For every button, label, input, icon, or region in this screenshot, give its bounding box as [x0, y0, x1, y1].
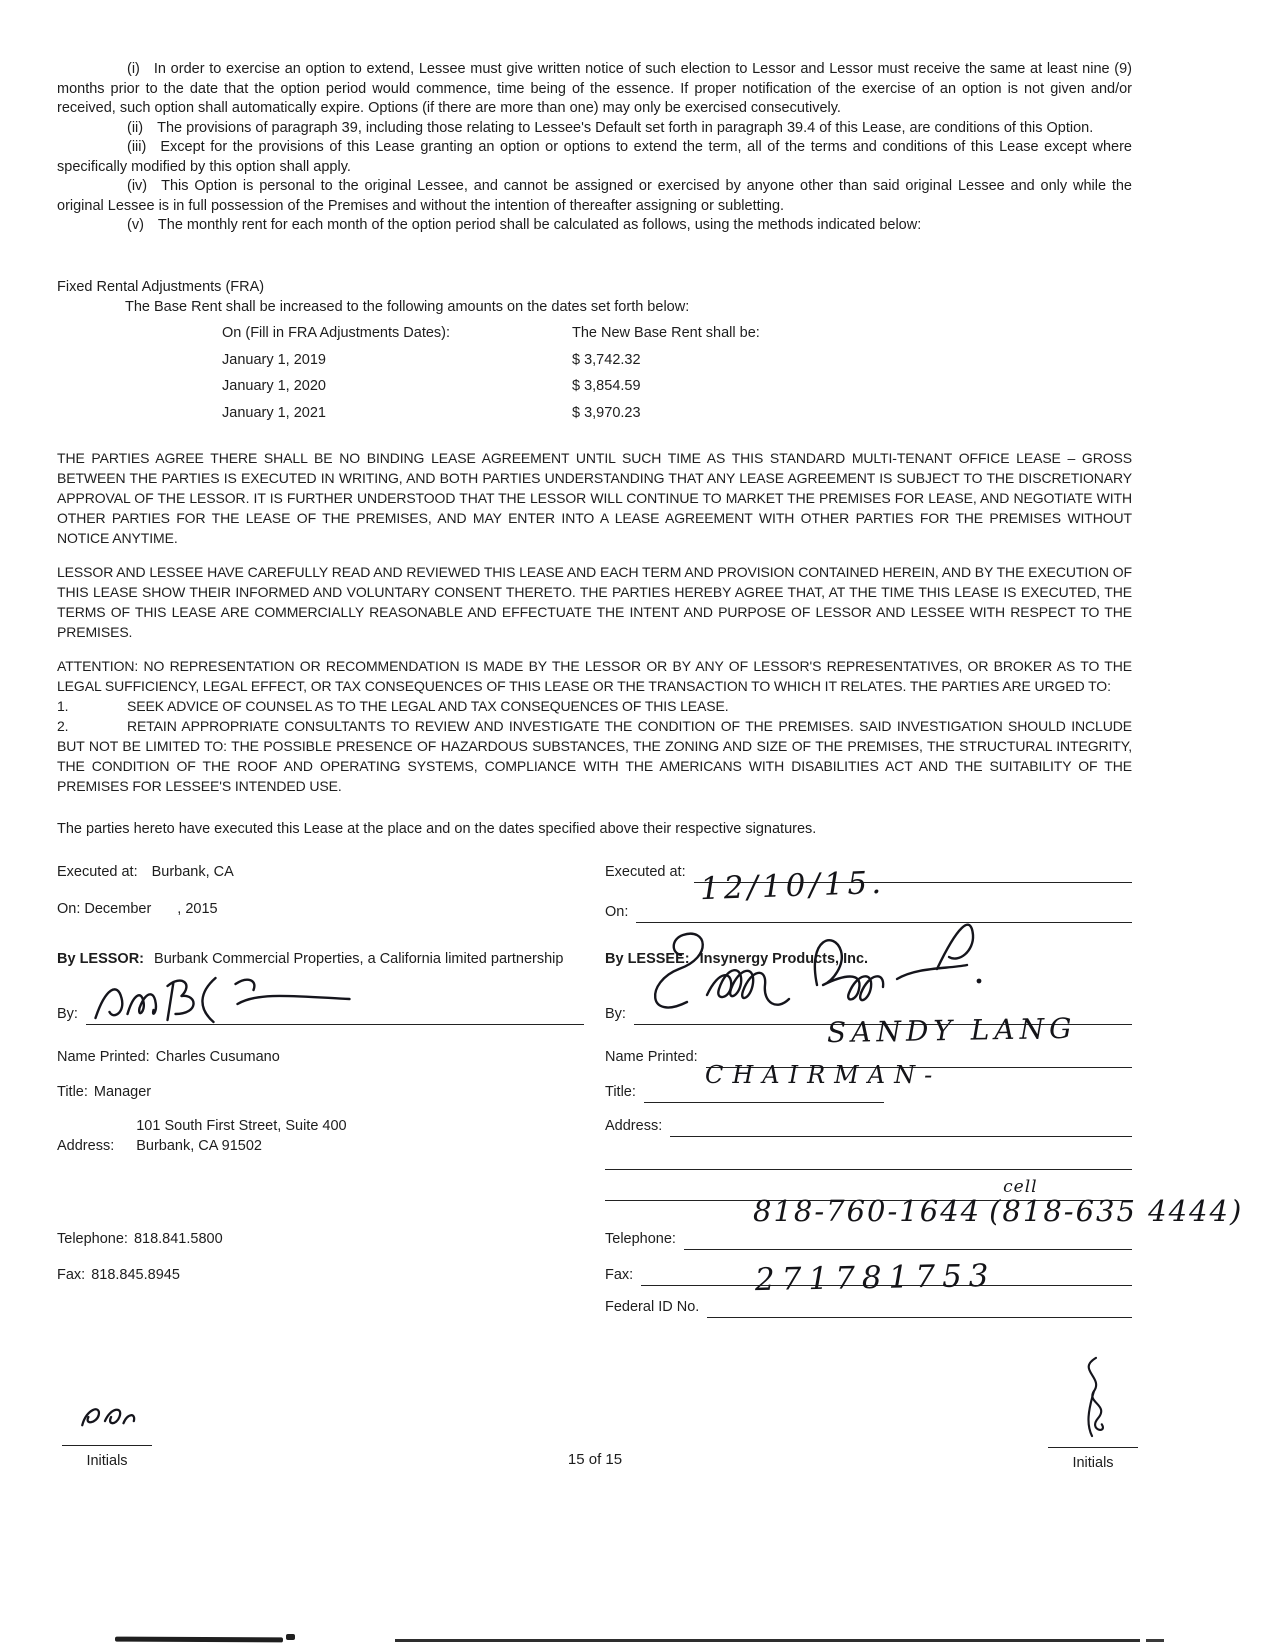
urged-item-1 [57, 696, 1132, 716]
paragraph-number: (v) [127, 217, 144, 233]
telephone-main-number: 818-760-1644 [753, 1194, 982, 1228]
address-line-1: 101 South First Street, Suite 400 [136, 1118, 347, 1134]
lessee-initials-mark [1057, 1352, 1129, 1438]
lessor-initials-mark [74, 1398, 140, 1436]
lessee-initials-block [1048, 1352, 1138, 1473]
closing-statement: The parties hereto have executed this Lease at the place and on the dates specified above their respective signatures. [57, 821, 817, 837]
telephone-cell-note: cell [1003, 1177, 1038, 1197]
lessee-entity-name: Insynergy Products, Inc. [699, 951, 869, 967]
initials-label: Initials [1072, 1454, 1114, 1471]
paragraph-text: The provisions of paragraph 39, including those relating to Lessee's Default set forth in paragraph 39.4 of this Lease, are conditions of this Option. [157, 119, 1094, 136]
fra-table [222, 324, 1132, 423]
notice-no-binding-agreement: THE PARTIES AGREE THERE SHALL BE NO BINDING LEASE AGREEMENT UNTIL SUCH TIME AS THIS STANDARD MULTI-TENANT OFFICE LEASE – GROSS BETWEEN THE PARTIES IS EXECUTED IN WRITING, AND BOTH PARTIES UNDERSTANDING THAT ANY LEASE AGREEMENT IS SUBJECT TO THE DISCRETIONARY APPROVAL OF THE LESSOR. IT IS FURTHER UNDERSTOOD THAT THE LESSOR WILL CONTINUE TO MARKET THE PREMISES FOR LEASE, AND NEGOTIATE WITH OTHER PARTIES FOR THE LEASE OF THE PREMISES, AND MAY ENTER INTO A LEASE AGREEMENT WITH OTHER PARTIES FOR THE PREMISES WITHOUT NOTICE ANYTIME. [57, 450, 1132, 546]
executed-at-value: Burbank, CA [151, 864, 234, 880]
lessor-entity-row [57, 950, 584, 970]
executed-at-label: Executed at: [57, 864, 138, 880]
lessor-telephone-row [57, 1230, 584, 1250]
notice-informed-consent: LESSOR AND LESSEE HAVE CAREFULLY READ AND REVIEWED THIS LEASE AND EACH TERM AND PROVISION CONTAINED HEREIN, AND BY THE EXECUTION OF THIS LEASE SHOW THEIR INFORMED AND VOLUNTARY CONSENT THERETO. THE PARTIES HEREBY AGREE THAT, AT THE TIME THIS LEASE IS EXECUTED, THE TERMS OF THIS LEASE ARE COMMERCIALLY REASONABLE AND EFFECTUATE THE INTENT AND PURPOSE OF LESSOR AND LESSEE WITH RESPECT TO THE PREMISES. [57, 564, 1132, 640]
fra-rent: $ 3,742.32 [572, 351, 641, 368]
lessee-telephone-row [605, 1230, 1132, 1250]
name-printed-label: Name Printed: [605, 1049, 698, 1065]
federal-id-label: Federal ID No. [605, 1299, 700, 1315]
lessor-fax-row [57, 1266, 584, 1286]
lessor-title-row [57, 1083, 584, 1103]
scan-artifact [286, 1634, 295, 1640]
telephone-line [684, 1232, 1132, 1250]
fra-rent-column-header: The New Base Rent shall be: [572, 325, 760, 341]
paragraph-number: (iv) [127, 178, 148, 194]
lessee-address-row [605, 1117, 1132, 1137]
fra-rent: $ 3,970.23 [572, 404, 641, 421]
title-value: Manager [93, 1084, 152, 1100]
lessor-address [136, 1117, 346, 1156]
title-label: Title: [605, 1084, 636, 1100]
fra-date-column-header: On (Fill in FRA Adjustments Dates): [222, 325, 451, 341]
paragraph-option-i [57, 60, 1132, 119]
item-number: 1. [57, 698, 69, 714]
telephone-label: Telephone: [57, 1231, 128, 1247]
fax-label: Fax: [605, 1267, 634, 1283]
lessor-executed-at-row [57, 863, 584, 883]
address-line-2: Burbank, CA 91502 [136, 1137, 262, 1154]
fra-row [222, 404, 1132, 424]
page-number: 15 of 15 [567, 1451, 623, 1468]
lessor-entity-name: Burbank Commercial Properties, a California limited partnership [154, 951, 564, 967]
item-text: SEEK ADVICE OF COUNSEL AS TO THE LEGAL AND TAX CONSEQUENCES OF THIS LEASE. [127, 698, 729, 714]
fra-row [222, 351, 1132, 371]
address-label: Address: [57, 1137, 115, 1154]
paragraph-number: (ii) [127, 119, 144, 136]
telephone-label: Telephone: [605, 1231, 676, 1247]
name-printed-label: Name Printed: [57, 1049, 150, 1065]
fra-rent: $ 3,854.59 [572, 378, 641, 394]
lessee-signature-block [605, 855, 1244, 1325]
date-label: On: [605, 904, 629, 920]
item-text: RETAIN APPROPRIATE CONSULTANTS TO REVIEW AND INVESTIGATE THE CONDITION OF THE PREMISES. SAID INVESTIGATION SHOULD INCLUDE BUT NOT BE LIMITED TO: THE POSSIBLE PRESENCE OF HAZARDOUS SUBSTANCES, THE ZONING AND SIZE OF THE PREMISES, THE STRUCTURAL INTEGRITY, THE CONDITION OF THE ROOF AND OPERATING SYSTEMS, COMPLIANCE WITH THE AMERICANS WITH DISABILITIES ACT AND THE SUITABILITY OF THE PREMISES FOR LESSEE'S INTENDED USE. [57, 718, 1132, 794]
lessor-name-printed-row [57, 1048, 584, 1068]
address-label: Address: [605, 1118, 663, 1134]
closing-statement-section [57, 820, 1132, 840]
federal-id-line [707, 1300, 1132, 1318]
lessee-federal-id-row [605, 1298, 1132, 1318]
paragraph-option-v [57, 216, 1132, 236]
initials-line [1048, 1447, 1138, 1448]
fra-row [222, 377, 1132, 397]
handwritten-name-printed: SANDY LANG [826, 1011, 1077, 1050]
address-line [670, 1119, 1132, 1137]
address-continuation-line [605, 1151, 1132, 1170]
paragraph-option-iii [57, 138, 1132, 177]
paragraph-number: (i) [127, 61, 140, 77]
telephone-alt-group [989, 1177, 1244, 1228]
fax-label: Fax: [57, 1267, 86, 1283]
lessor-by-row [57, 1005, 584, 1025]
fra-section [57, 278, 1132, 423]
initials-label: Initials [86, 1452, 128, 1469]
option-terms-section [57, 60, 1132, 236]
telephone-alt-number: (818-635 4444) [989, 1194, 1244, 1228]
handwritten-telephone [753, 1177, 1244, 1228]
paragraph-text: The monthly rent for each month of the option period shall be calculated as follows, using the methods indicated below: [157, 217, 922, 233]
paragraph-text: This Option is personal to the original Lessee, and cannot be assigned or exercised by anyone other than said original Lessee and only while the original Lessee is in full possession of the Premises and without the intention of thereafter assigning or subletting. [57, 178, 1132, 214]
date-value: , 2015 [177, 901, 218, 917]
fra-heading: Fixed Rental Adjustments (FRA) [57, 279, 265, 295]
fra-date: January 1, 2019 [222, 351, 326, 368]
lessor-initials-block [62, 1398, 152, 1471]
fra-header-row [222, 324, 1132, 344]
fra-date: January 1, 2021 [222, 404, 326, 421]
lessor-date-row [57, 900, 584, 920]
urged-item-2 [57, 716, 1132, 796]
handwritten-title: CHAIRMAN- [705, 1061, 942, 1089]
handwritten-date: 12/10/15. [699, 864, 886, 908]
item-number: 2. [57, 718, 69, 734]
lessor-signature-block [57, 855, 584, 1325]
initials-line [62, 1445, 152, 1446]
lessor-address-row [57, 1117, 584, 1156]
lessor-signature-line [86, 1007, 584, 1025]
scan-artifact [1146, 1639, 1164, 1642]
telephone-value: 818.841.5800 [133, 1231, 223, 1247]
name-printed-value: Charles Cusumano [155, 1049, 280, 1065]
fra-intro: The Base Rent shall be increased to the following amounts on the dates set forth below: [125, 298, 690, 315]
paragraph-option-iv [57, 177, 1132, 216]
paragraph-text: Except for the provisions of this Lease granting an option or options to extend the term, all of the terms and conditions of this Lease except where specifically modified by this option shall apply. [57, 139, 1132, 175]
by-lessee-label: By LESSEE: [605, 951, 690, 967]
fax-value: 818.845.8945 [91, 1267, 180, 1283]
scan-artifact [395, 1639, 1140, 1642]
paragraph-option-ii [57, 119, 1132, 139]
scan-artifact [115, 1637, 283, 1643]
fra-date: January 1, 2020 [222, 378, 326, 394]
by-lessor-label: By LESSOR: [57, 951, 145, 967]
notice-section [57, 448, 1132, 796]
executed-at-label: Executed at: [605, 864, 686, 880]
date-label: On: December [57, 901, 152, 917]
title-label: Title: [57, 1084, 88, 1100]
by-label: By: [57, 1006, 78, 1022]
notice-attention: ATTENTION: NO REPRESENTATION OR RECOMMENDATION IS MADE BY THE LESSOR OR BY ANY OF LESSOR'S REPRESENTATIVES, OR BROKER AS TO THE LEGAL SUFFICIENCY, LEGAL EFFECT, OR TAX CONSEQUENCES OF THIS LEASE OR THE TRANSACTION TO WHICH IT RELATES. THE PARTIES ARE URGED TO: [57, 658, 1132, 694]
paragraph-number: (iii) [127, 139, 147, 155]
handwritten-federal-id: 271781753 [754, 1257, 996, 1299]
paragraph-text: In order to exercise an option to extend, Lessee must give written notice of such election to Lessor and Lessor must receive the same at least nine (9) months prior to the date that the option period would commence, time being of the essence. If proper notification of the exercise of an option is not given and/or received, such option shall automatically expire. Options (if there are more than one) may only be exercised consecutively. [57, 61, 1132, 116]
by-label: By: [605, 1006, 626, 1022]
